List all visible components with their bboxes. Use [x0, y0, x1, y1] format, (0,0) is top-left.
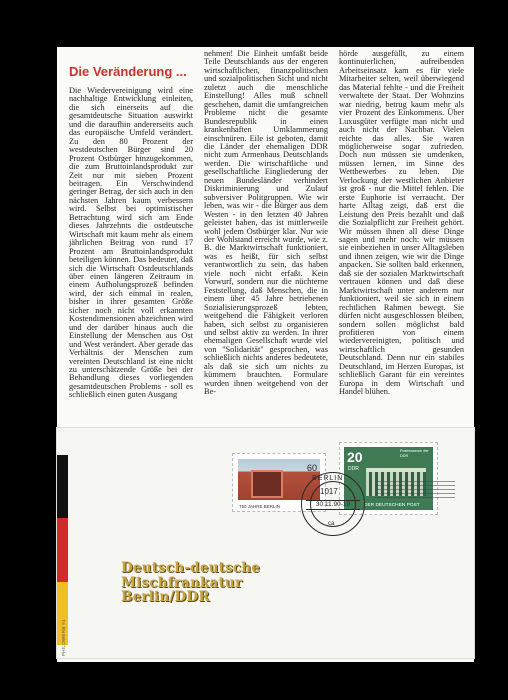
postmark: [301, 472, 365, 536]
postmark-code: ca: [328, 521, 335, 527]
stamp-ddr-currency: DDR: [348, 466, 359, 472]
envelope: [57, 428, 474, 658]
postmark-city: BERLIN: [312, 475, 344, 482]
document-sheet: [57, 47, 474, 662]
stamp-ddr-value: 20: [347, 449, 363, 465]
article-column-3: hörde ausgefüllt, zu einem kontinuierlichen, aufreibenden Arbeitseinsatz kam es für viele Mitarbeiter selten, weil überwiegend das Material fehlte - und die Freiheit verwaltete der Staat. Der Wohnzins war niedrig, betrug kaum mehr als vier Prozent des Einkommens. Über Luxusgüter verfügte man nicht und auch nicht der Nachbar. Vielen reichte das alles. Sie waren möglicherweise sogar zufrieden. Doch nun müssen sie umdenken, müssen lernen, im Sinne des Wettbewerbes zu leben. Die Verlockung der westlichen Anbieter ist groß - nur die Mittel fehlen. Die erste Euphorie ist verraucht. Der harte Alltag zeigt, daß erst die Leistung den Preis bezahlt und daß die Sozialpflicht zur Freiheit gehört. Wir müssen ihnen all diese Dinge sagen und mehr noch: wir müssen sie einbeziehen in unser Alltagsleben und ihnen zeigen, wie wir die Dinge anpacken. Sie sollten bald erkennen, daß sie der sozialen Marktwirtschaft vertrauen können und daß diese Marktwirtschaft unter anderem nur funktioniert, weil sie sich in einem rechtlichen Rahmen bewegt. Sie dürfen nicht ausgeschlossen bleiben, sondern sollen möglichst bald profitieren von einem wiedervereinigten, politisch und wirtschaftlich gesunden Deutschland. Denn nur ein stabiles Deutschland, im Herzen Europas, ist schließlich Garant für ein vereintes Europa in dem Wirtschaft und Handel blühen.: [339, 50, 464, 397]
label-line-2: Mischfrankatur: [121, 574, 243, 591]
article-column-2: nehmen! Die Einheit umfaßt beide Teile Deutschlands aus der engeren wirtschaftlichen, finanzpolitischen und sozialpolitischen Sicht und nicht zuletzt auch die menschliche Einstellung! Alles muß schnell geschehen, damit die umfangreichen Probleme nicht die gesamte Bundesrepublik in einen krankenhaften Umklammerung einschnüren. Eile ist geboten, damit die Länder der ehemaligen DDR nicht zum Armenhaus Deutschlands werden. Die wirtschaftliche und gesellschaftliche Eingliederung der neuen Bundesländer verhindert Diskriminierung und Zulauf subversiver Politgruppen. Wie wir leben, was wir - die Bürger aus dem Westen - in den letzten 40 Jahren geleistet haben, das ist mittlerweile wohl jedem Ostbürger klar. Nur wie der Wohlstand erreicht wurde, wie z. B. die Marktwirtschaft funktioniert, was es heißt, für sich selbst verantwortlich zu sein, das haben viele noch nicht erfaßt. Kein Vorwurf, sondern nur die nüchterne Feststellung, daß Menschen, die in einem über 45 Jahre betriebenen Sozialisierungsprozeß lebten, weitgehend die Fähigkeit verloren haben, sich selbst zu organisieren und selbst aktiv zu werden. In ihrer ehemaligen Gesellschaft wurde viel von "Solidarität" gesprochen, was schließlich nichts anderes bedeutete, als daß sie sich um nichts zu kümmern brauchten. Formulare wurden ihnen weitgehend von der Be-: [204, 50, 328, 397]
stamp-berlin-caption: 750 JAHRE BERLIN: [239, 504, 281, 509]
stamp-berlin-gate: [251, 470, 283, 498]
label-line-1: Deutsch-deutsche: [121, 560, 261, 576]
stamp-ddr-caption: DER DEUTSCHEN POST: [364, 503, 420, 508]
cancellation-waves: [375, 478, 455, 500]
german-flag-stripe: [57, 455, 68, 645]
label-line-3: Berlin/DDR: [121, 589, 210, 605]
side-imprint: PHILOWERB 91: [61, 619, 66, 656]
postmark-zip: 1017: [320, 487, 338, 496]
flag-red: [57, 518, 68, 581]
article-column-1: Die Wiedervereinigung wird eine nachhaltige Entwicklung einleiten, die sich einerseits auf die gesamtdeutsche Situation auswirkt und die daraufhin andererseits auch das europäische Umfeld verändert. Zu den 80 Prozent der westdeutschen Bürger sind 20 Prozent Ostbürger hinzugekommen, die zum Bruttoinlandsprodukt zur Zeit nur mit sieben Prozent beitragen. Ein Verschwindend geringer Betrag, der sich auch in den nächsten Jahren kaum verbessern wird. Selbst bei optimistischer Betrachtung wird sich am Ende dieses Jahrzehnts die ostdeutsche Wirtschaft mit kaum mehr als einem jährlichen Beitrag von rund 17 Prozent am Bruttoinlandsprodukt beteiligen können. Das bedeutet, daß sich die Wirtschaft Ostdeutschlands über einen längeren Zeitraum in einem Aufholungsprozeß befinden wird, der sich einmal in realen, bisher in ihrer gesamten Größe sicher noch nicht voll erkannten Kostendimensionen abzeichnen wird und der darüber hinaus auch die Einstellung der Menschen aus Ost und West verändert. Aber gerade das Verhältnis der Menschen zum vereinten Deutschland ist eine nicht zu unterschätzende Größe bei der Behandlung dieses vorliegenden gesamtdeutschen Problems - soll es schließlich einen guten Ausgang: [69, 87, 193, 400]
postmark-date: 30.11.90-10: [306, 500, 360, 510]
stamp-ddr-subtitle: Postmuseum der DDR: [400, 449, 429, 458]
stamp-berlin-value: 60: [306, 463, 317, 473]
article-title: Die Veränderung ...: [69, 64, 187, 79]
envelope-label: [121, 561, 260, 605]
flag-black: [57, 455, 68, 518]
